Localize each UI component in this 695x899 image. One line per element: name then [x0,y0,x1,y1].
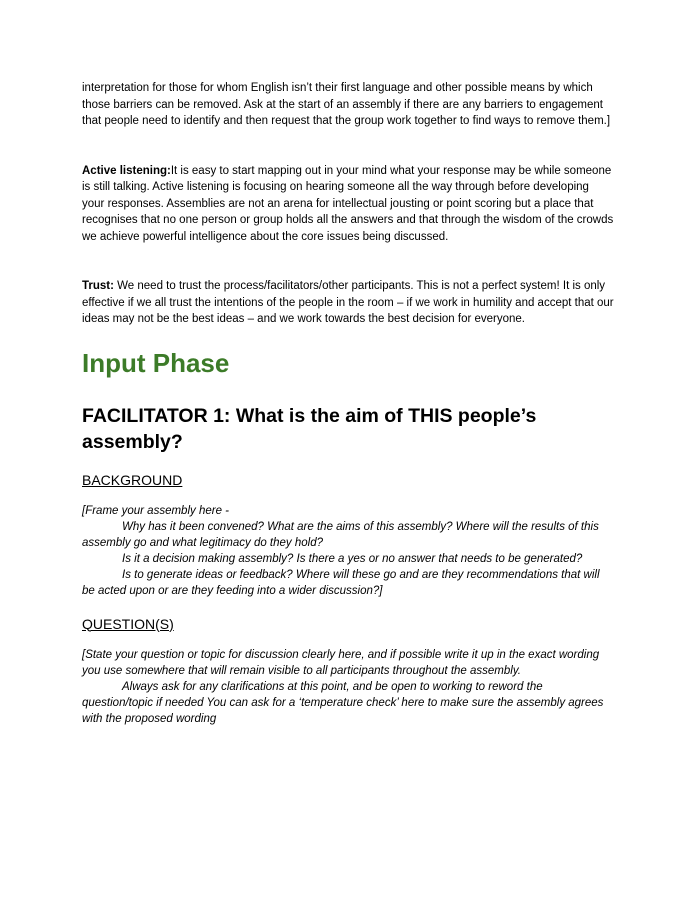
spacer [82,245,614,278]
questions-heading: QUESTION(S) [82,615,174,632]
background-text [82,503,614,599]
background-line: Is to generate ideas or feedback? Where will these go and are they recommendations that will be acted upon or are they feeding into a wider discussion?] [82,568,600,597]
spacer [82,130,614,163]
background-line: Is it a decision making assembly? Is there a yes or no answer that needs to be generated? [122,552,583,565]
questions-line: Always ask for any clarifications at this point, and be open to working to reword the question/topic if needed You can ask for a ‘temperature check’ here to make sure the assembly agrees with the proposed wording [82,680,604,725]
background-line: [Frame your assembly here - [82,504,229,517]
active-listening-label: Active listening: [82,164,171,177]
trust-label: Trust: [82,280,114,292]
active-listening-text: It is easy to start mapping out in your mind what your response may be while someone is still talking. Active listening is focusing on hearing someone all the way through before developing your responses. Assemblies are not an arena for intellectual jousting or point scoring but a place that recognises that no one person or group holds all the answers and that through the wisdom of the crowds we achieve powerful intelligence about the core issues being discussed. [82,164,614,243]
active-listening-paragraph [82,163,614,246]
trust-text: We need to trust the process/facilitators/other participants. This is not a perfect system! It is only effective if we all trust the intentions of the people in the room – if we work in humility and accept that our ideas may not be the best ideas – and we work towards the best decision for everyone. [82,280,614,325]
background-line: Why has it been convened? What are the aims of this assembly? Where will the results of this assembly go and what legitimacy do they hold? [82,520,599,549]
background-heading: BACKGROUND [82,471,183,488]
input-phase-heading: Input Phase [82,347,230,378]
questions-text [82,647,614,727]
trust-paragraph [82,278,614,328]
questions-line: [State your question or topic for discussion clearly here, and if possible write it up in the exact wording you use somewhere that will remain visible to all participants throughout the assembly. [82,648,600,677]
facilitator-heading: FACILITATOR 1: What is the aim of THIS people’s assembly? [82,404,537,453]
document-page [82,80,614,727]
intro-paragraph: interpretation for those for whom English isn’t their first language and other possible means by which those barriers can be removed. Ask at the start of an assembly if there are any barriers to engagement that people need to identify and then request that the group work together to find ways to remove them.] [82,82,611,127]
